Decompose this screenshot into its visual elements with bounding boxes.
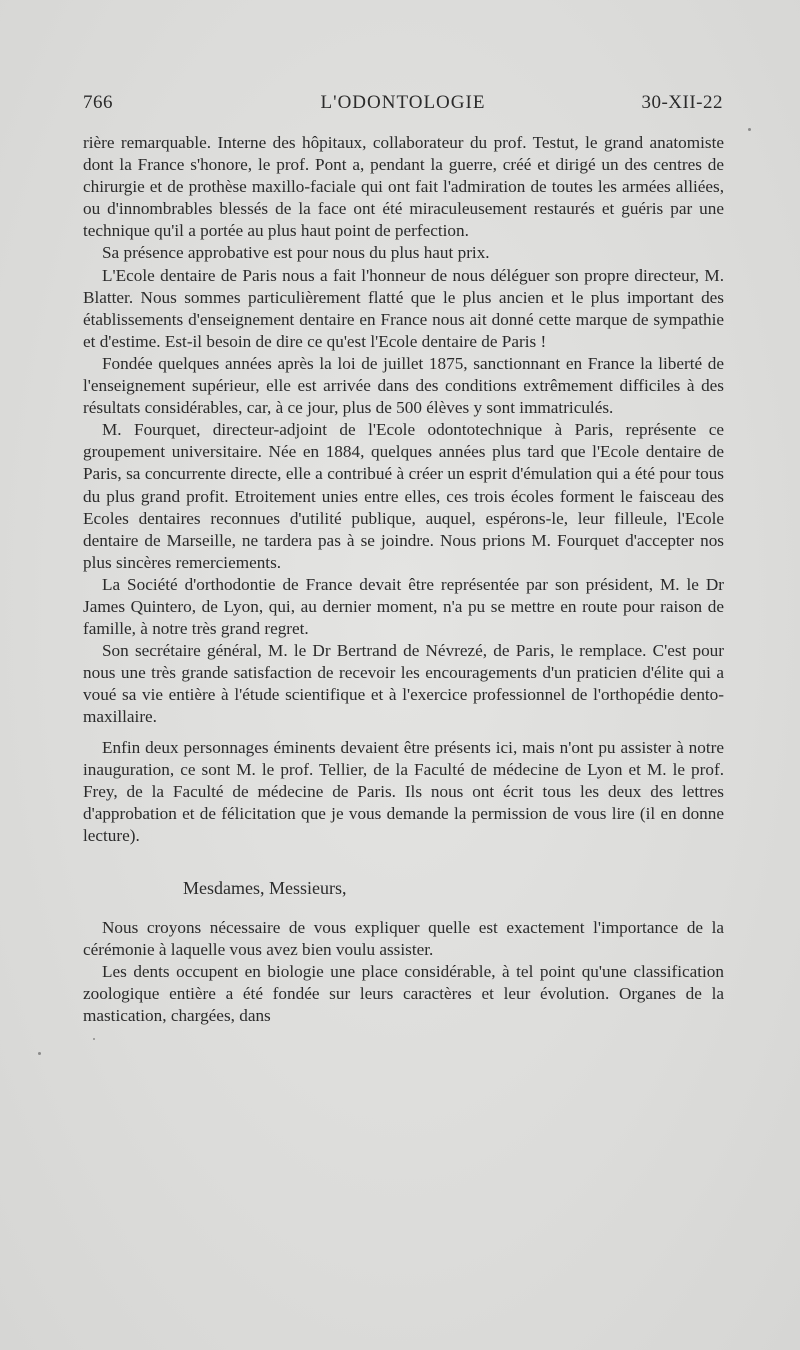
paragraph: Fondée quelques années après la loi de juillet 1875, sanctionnant en France la liberté de l'enseignement supérieur, elle est arrivée dans des conditions extrêmement difficiles à des résultats considérables, car, à ce jour, plus de 500 élèves y sont immatriculés. (83, 353, 724, 418)
paragraph: Nous croyons nécessaire de vous expliquer quelle est exactement l'importance de la cérémonie à laquelle vous avez bien voulu assister. (83, 918, 724, 960)
paper-speck (748, 128, 751, 131)
issue-date: 30-XII-22 (641, 92, 723, 113)
paragraph: Enfin deux personnages éminents devaient être présents ici, mais n'ont pu assister à notre inauguration, ce sont M. le prof. Tellier, de la Faculté de médecine de Lyon et M. le prof. Frey, de la Faculté de médecine de Paris. Ils nous ont écrit tous les deux des lettres d'approbation et de félicitation que je vous demande la permission de vous lire (il en donne lecture). (83, 737, 724, 845)
paper-speck (38, 1052, 41, 1055)
paragraph: rière remarquable. Interne des hôpitaux, collaborateur du prof. Testut, le grand anatomiste dont la France s'honore, le prof. Pont a, pendant la guerre, créé et dirigé un des centres de chirurgie et de prothèse maxillo-faciale qui ont fait l'admiration de toutes les armées alliées, ou d'innombrables blessés de la face ont été miraculeusement restaurés et guéris par une technique qu'il a portée au plus haut point de perfection. (83, 133, 724, 241)
paragraph: Les dents occupent en biologie une place considérable, à tel point qu'une classification zoologique entière a été fondée sur leurs caractères et leur évolution. Organes de la mastication, chargées, dans (83, 962, 724, 1026)
running-header (83, 92, 723, 118)
paragraph: Son secrétaire général, M. le Dr Bertrand de Névrezé, de Paris, le remplace. C'est pour nous une très grande satisfaction de recevoir les encouragements d'un praticien d'élite qui a voué sa vie entière à l'étude scientifique et à l'exercice professionnel de l'orthopédie dento-maxillaire. (83, 641, 724, 727)
salutation: Mesdames, Messieurs, (183, 878, 347, 898)
paragraph: M. Fourquet, directeur-adjoint de l'Ecole odontotechnique à Paris, représente ce groupement universitaire. Née en 1884, quelques années plus tard que l'Ecole dentaire de Paris, sa concurrente directe, elle a contribué à créer un esprit d'émulation qui a été pour tous du plus grand profit. Etroitement unies entre elles, ces trois écoles forment le faisceau des Ecoles dentaires reconnues d'utilité publique, auquel, espérons-le, leur filleule, l'Ecole dentaire de Marseille, ne tardera pas à se joindre. Nous prions M. Fourquet d'accepter nos plus sincères remerciements. (83, 420, 724, 572)
paper-speck (93, 1038, 95, 1040)
page-number: 766 (83, 92, 113, 113)
journal-title: L'ODONTOLOGIE (320, 92, 486, 113)
body-text (83, 132, 724, 1028)
paragraph: La Société d'orthodontie de France devait être représentée par son président, M. le Dr James Quintero, de Lyon, qui, au dernier moment, n'a pu se mettre en route pour raison de famille, à notre très grand regret. (83, 574, 724, 639)
paragraph: Sa présence approbative est pour nous du plus haut prix. (102, 243, 490, 263)
paragraph: L'Ecole dentaire de Paris nous a fait l'honneur de nous déléguer son propre directeur, M. Blatter. Nous sommes particulièrement flatté que le plus ancien et le plus important des établissements d'enseignement dentaire en France nous ait donné cette marque de sympathie et d'estime. Est-il besoin de dire ce qu'est l'Ecole dentaire de Paris ! (83, 265, 724, 351)
